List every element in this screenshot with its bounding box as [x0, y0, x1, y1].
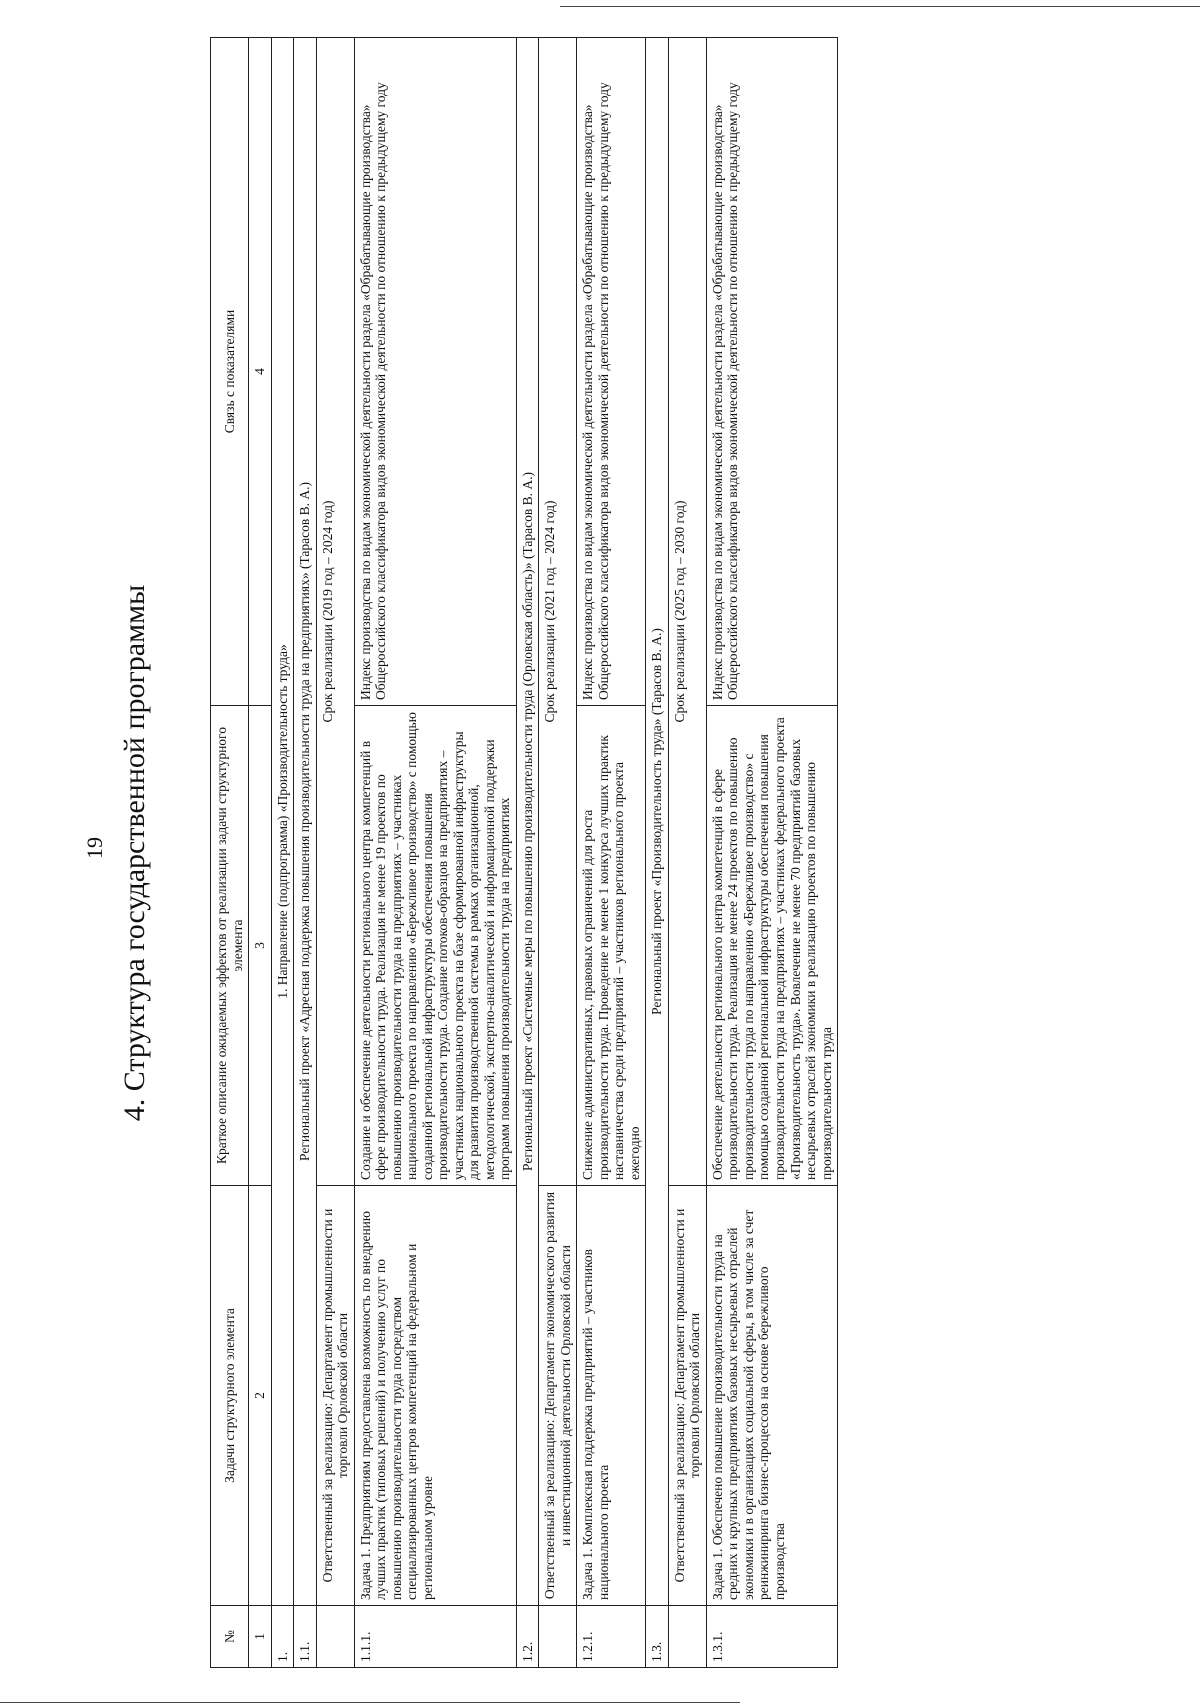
row-number: 1.: [271, 1606, 294, 1668]
effects-text: Обеспечение деятельности регионального центра компетенций в сфере производительности труда. Реализация не менее 24 проектов по повышению производительности труда по направлению «Бережливое производство» с помощью созданной региональной инфраструктуры обеспечения повышения производительности труда на предприятиях – участниках федерального проекта «Производительность труда». Вовлечение не менее 70 предприятий базовых несырьевых отраслей экономики в реализацию проектов по повышению производительности труда: [706, 706, 837, 1186]
row-number: 1.1.: [294, 1606, 317, 1668]
task-row: [706, 38, 837, 1668]
task-text: Задача 1. Предприятиям предоставлена возможность по внедрению лучших практик (типовых решений) и получению услуг по повышению производительности труда посредством специализированных центров компетенций на федеральном и региональном уровне: [354, 1186, 516, 1606]
effects-text: Снижение административных, правовых ограничений для роста производительности труда. Проведение не менее 1 конкурса лучших практик наставничества среди предприятий – участников регионального проекта ежегодно: [577, 706, 646, 1186]
task-text: Задача 1. Обеспечено повышение производительности труда на средних и крупных предприятиях базовых несырьевых отраслей экономики и в организациях социальной сферы, в том числе за счет реинжиниринга бизнес-процессов на основе бережливого производства: [706, 1186, 837, 1606]
responsible-row: [668, 38, 706, 1668]
direction-row: [271, 38, 294, 1668]
column-number: 1: [249, 1606, 272, 1668]
header-row: [211, 38, 249, 1668]
effects-text: Создание и обеспечение деятельности регионального центра компетенций в сфере производительности труда. Реализация не менее 19 проектов по повышению производительности труда на предприятиях – участниках национального проекта по направлению «Бережливое производство» с помощью созданной региональной инфраструктуры обеспечения повышения производительности труда. Создание потоков-образцов на предприятиях – участниках национального проекта на базе сформированной инфраструктуры для развития производственной системы в рамках организационной, методологической, экспертно-аналитической и информационной поддержки программ повышения производительности труда на предприятиях: [354, 706, 516, 1186]
indicator-link: Индекс производства по видам экономической деятельности раздела «Обрабатывающие производства» Общероссийского классификатора видов экономической деятельности по отношению к предыдущему году: [354, 38, 516, 706]
term: Срок реализации (2019 год – 2024 год): [316, 38, 354, 1186]
term: Срок реализации (2025 год – 2030 год): [668, 38, 706, 1186]
row-number: 1.2.1.: [577, 1606, 646, 1668]
row-number: 1.2.: [516, 1606, 539, 1668]
project-title: Региональный проект «Системные меры по повышению производительности труда (Орловская область)» (Тарасов В. А.): [516, 38, 539, 1606]
project-title: Региональный проект «Производительность труда» (Тарасов В. А.): [646, 38, 669, 1606]
header-number: №: [211, 1606, 249, 1668]
header-effects: Краткое описание ожидаемых эффектов от реализации задачи структурного элемента: [211, 706, 249, 1186]
task-row: [354, 38, 516, 1668]
project-title: Региональный проект «Адресная поддержка повышения производительности труда на предприятиях» (Тарасов В. А.): [294, 38, 317, 1606]
row-number: 1.3.1.: [706, 1606, 837, 1668]
header-link: Связь с показателями: [211, 38, 249, 706]
column-number: 2: [249, 1186, 272, 1606]
responsible-row: [316, 38, 354, 1668]
task-text: Задача 1. Комплексная поддержка предприятий – участников национального проекта: [577, 1186, 646, 1606]
row-number: 1.1.1.: [354, 1606, 516, 1668]
responsible: Ответственный за реализацию: Департамент промышленности и торговли Орловской области: [668, 1186, 706, 1606]
structure-table: [210, 37, 838, 1668]
responsible: Ответственный за реализацию: Департамент экономического развития и инвестиционной деятельности Орловской области: [539, 1186, 577, 1606]
project-row: [646, 38, 669, 1668]
indicator-link: Индекс производства по видам экономической деятельности раздела «Обрабатывающие производства» Общероссийского классификатора видов экономической деятельности по отношению к предыдущему году: [577, 38, 646, 706]
row-number: 1.3.: [646, 1606, 669, 1668]
indicator-link: Индекс производства по видам экономической деятельности раздела «Обрабатывающие производства» Общероссийского классификатора видов экономической деятельности по отношению к предыдущему году: [706, 38, 837, 706]
project-row: [516, 38, 539, 1668]
page-title: 4. Структура государственной программы: [118, 584, 151, 1122]
term: Срок реализации (2021 год – 2024 год): [539, 38, 577, 1186]
column-numbers-row: [249, 38, 272, 1668]
header-tasks: Задачи структурного элемента: [211, 1186, 249, 1606]
responsible-row: [539, 38, 577, 1668]
page-number: 19: [82, 837, 107, 859]
column-number: 4: [249, 38, 272, 706]
project-row: [294, 38, 317, 1668]
column-number: 3: [249, 706, 272, 1186]
task-row: [577, 38, 646, 1668]
responsible: Ответственный за реализацию: Департамент промышленности и торговли Орловской области: [316, 1186, 354, 1606]
direction-title: 1. Направление (подпрограмма) «Производительность труда»: [271, 38, 294, 1606]
